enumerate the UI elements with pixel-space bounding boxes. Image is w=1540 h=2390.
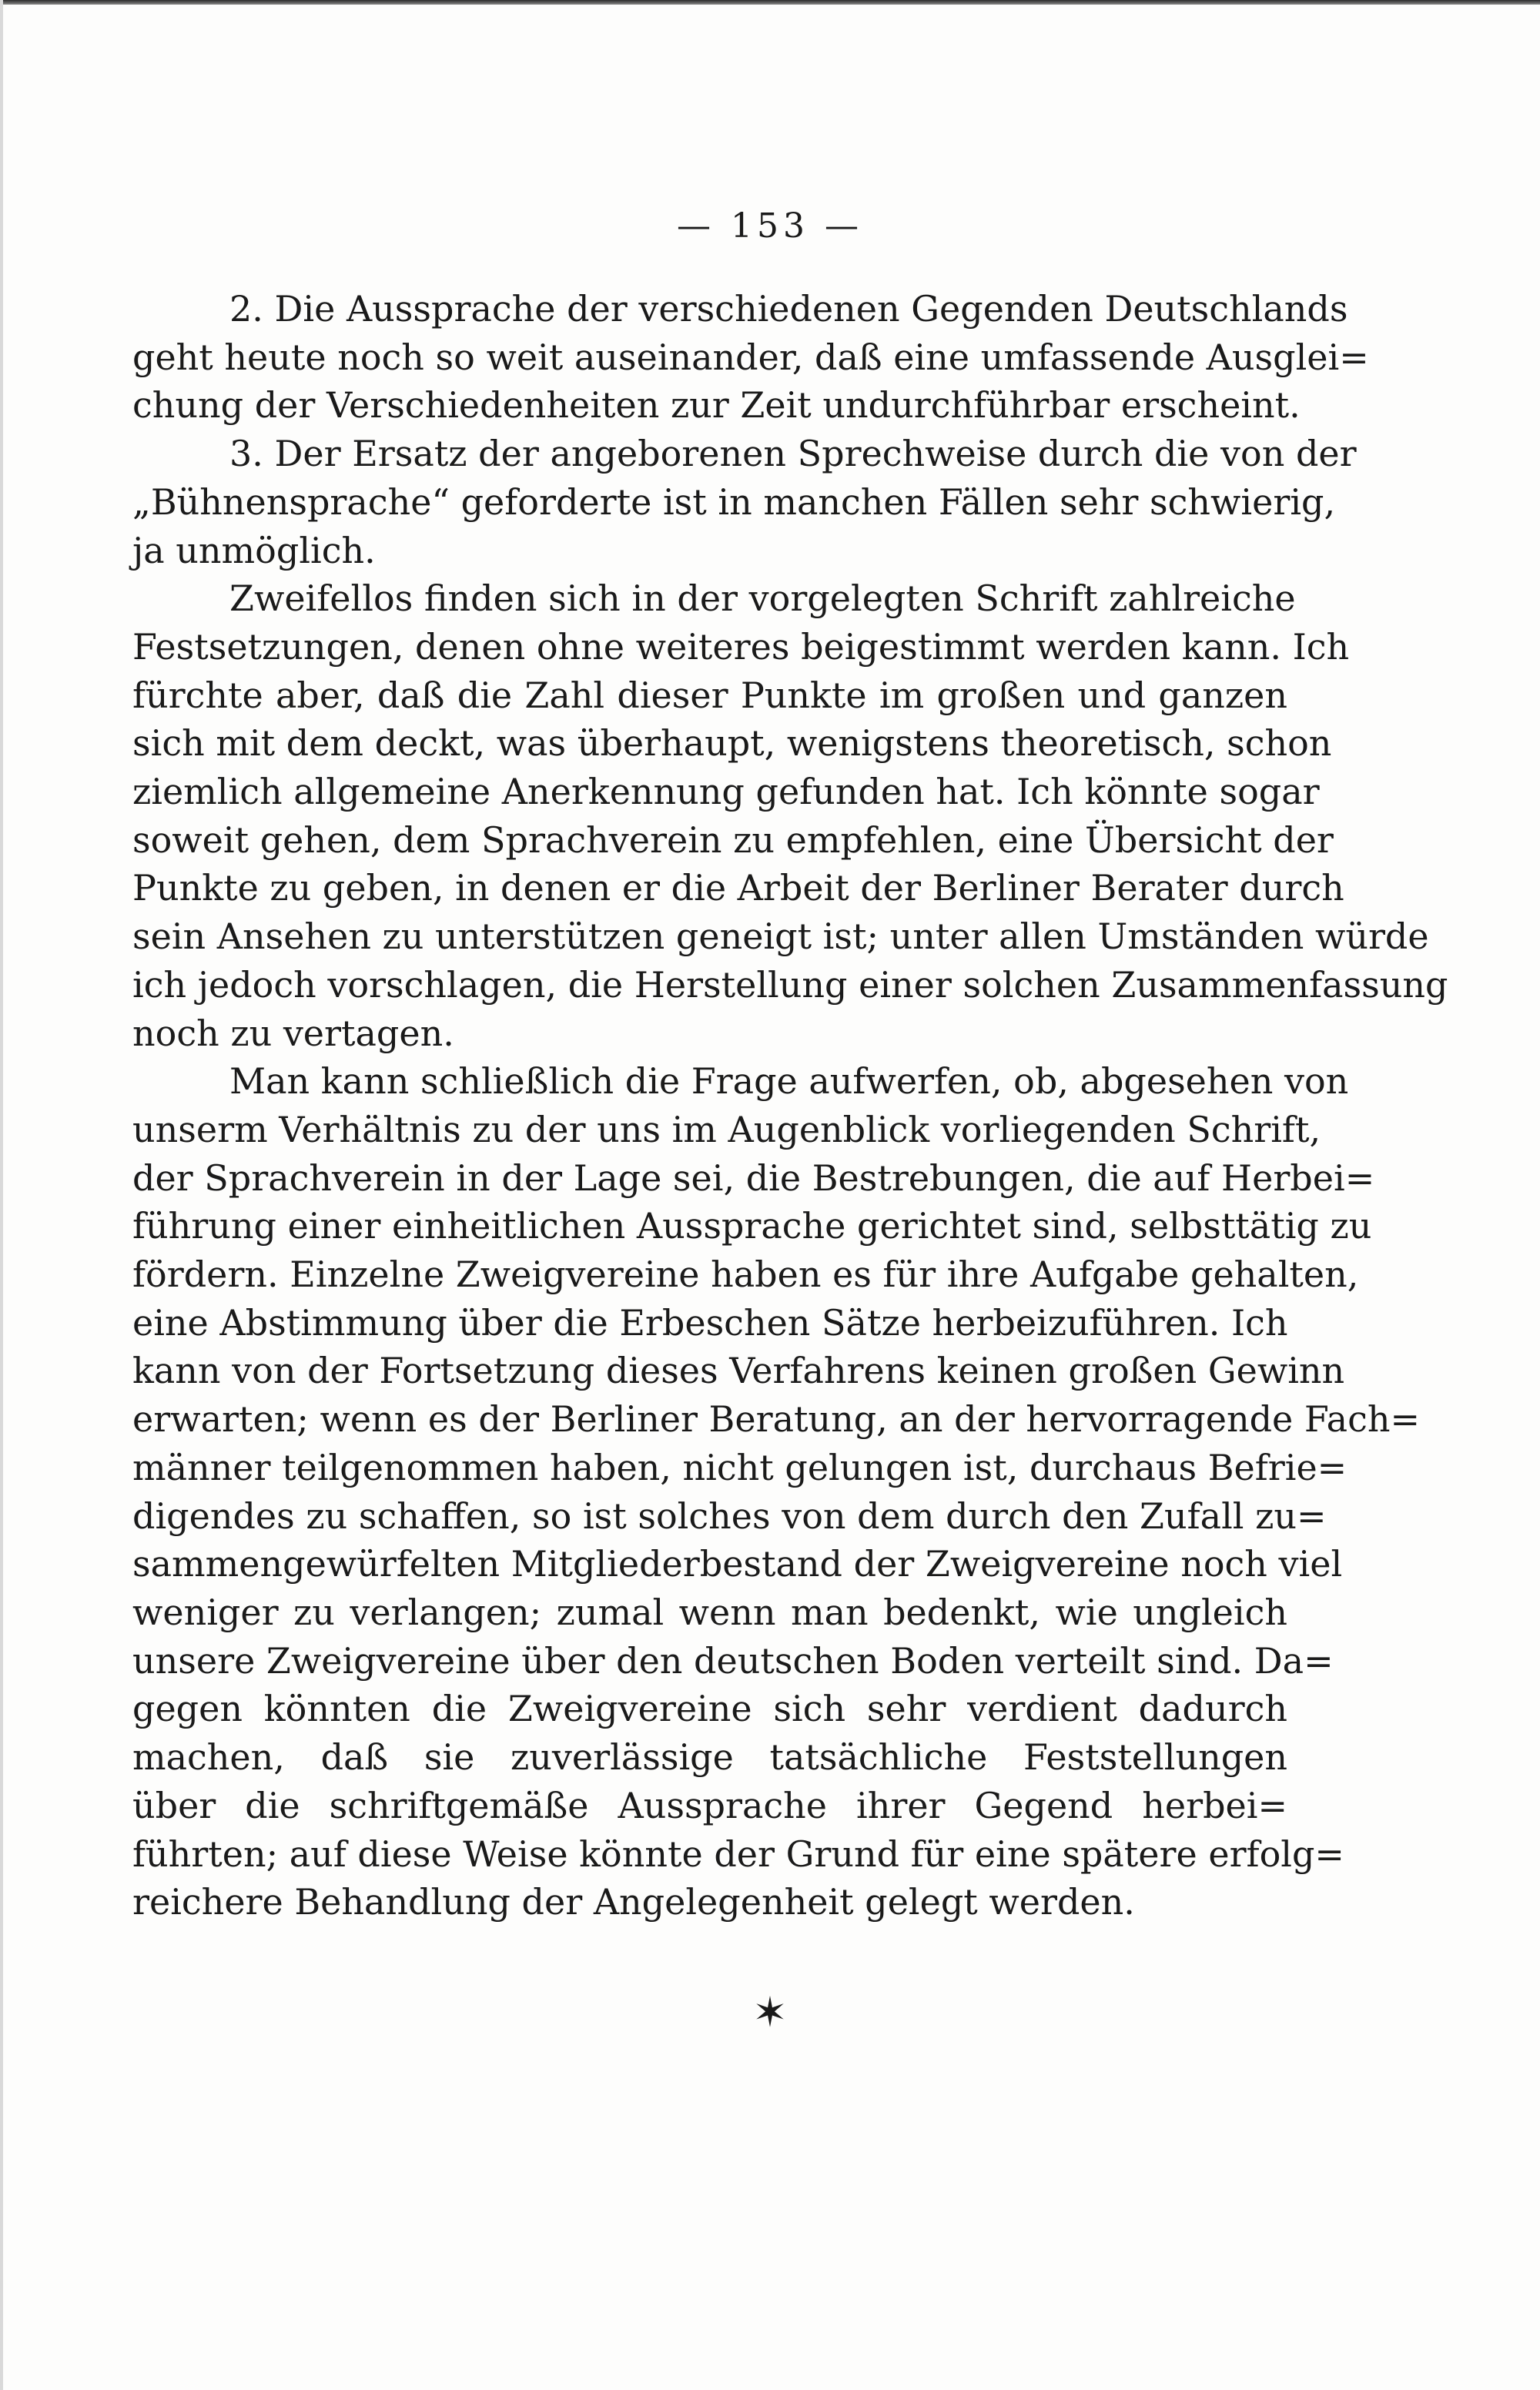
scan-top-edge xyxy=(0,0,1540,5)
text-line: Festsetzungen, denen ohne weiteres beigestimmt werden kann. Ich xyxy=(132,625,1350,668)
text-line: ja unmöglich. xyxy=(132,529,376,571)
text-line: führung einer einheitlichen Aussprache gerichtet sind, selbsttätig zu xyxy=(132,1205,1372,1247)
text-line: gegen könnten die Zweigvereine sich sehr verdient dadurch xyxy=(132,1688,1287,1730)
text-line: chung der Verschiedenheiten zur Zeit undurchführbar erscheint. xyxy=(132,384,1301,427)
text-line: reichere Behandlung der Angelegenheit gelegt werden. xyxy=(132,1881,1135,1923)
text-line: machen, daß sie zuverlässige tatsächliche Feststellungen xyxy=(132,1736,1287,1779)
text-line: über die schriftgemäße Aussprache ihrer Gegend herbei= xyxy=(132,1784,1287,1826)
page-number-header: — 153 — xyxy=(677,206,863,246)
text-line: männer teilgenommen haben, nicht gelungen ist, durchaus Befrie= xyxy=(132,1446,1348,1488)
end-ornament-star: ✶ xyxy=(752,1988,788,2037)
text-line: fördern. Einzelne Zweigvereine haben es für ihre Aufgabe gehalten, xyxy=(132,1254,1359,1296)
text-line: unserm Verhältnis zu der uns im Augenblick vorliegenden Schrift, xyxy=(132,1108,1321,1150)
text-line: kann von der Fortsetzung dieses Verfahrens keinen großen Gewinn xyxy=(132,1350,1345,1392)
text-line: noch zu vertagen. xyxy=(132,1012,454,1054)
text-line: 3. Der Ersatz der angeborenen Sprechweise durch die von der xyxy=(229,433,1357,475)
text-line: soweit gehen, dem Sprachverein zu empfehlen, eine Übersicht der xyxy=(132,818,1334,861)
text-line: 2. Die Aussprache der verschiedenen Gegenden Deutschlands xyxy=(229,288,1348,330)
text-line: sein Ansehen zu unterstützen geneigt ist; unter allen Umständen würde xyxy=(132,915,1429,958)
text-line: Man kann schließlich die Frage aufwerfen, ob, abgesehen von xyxy=(229,1060,1349,1103)
text-line: Zweifellos finden sich in der vorgelegten Schrift zahlreiche xyxy=(229,577,1296,620)
text-line: unsere Zweigvereine über den deutschen Boden verteilt sind. Da= xyxy=(132,1639,1334,1682)
text-line: sammengewürfelten Mitgliederbestand der Zweigvereine noch viel xyxy=(132,1543,1343,1585)
text-line: der Sprachverein in der Lage sei, die Bestrebungen, die auf Herbei= xyxy=(132,1157,1375,1199)
text-line: sich mit dem deckt, was überhaupt, wenigstens theoretisch, schon xyxy=(132,722,1332,765)
text-line: ich jedoch vorschlagen, die Herstellung einer solchen Zusammenfassung xyxy=(132,963,1448,1006)
text-line: digendes zu schaffen, so ist solches von dem durch den Zufall zu= xyxy=(132,1495,1327,1537)
text-line: Punkte zu geben, in denen er die Arbeit der Berliner Berater durch xyxy=(132,867,1344,909)
text-line: geht heute noch so weit auseinander, daß eine umfassende Ausglei= xyxy=(132,336,1369,378)
text-line: eine Abstimmung über die Erbeschen Sätze herbeizuführen. Ich xyxy=(132,1301,1288,1344)
text-line: ziemlich allgemeine Anerkennung gefunden hat. Ich könnte sogar xyxy=(132,771,1320,813)
text-line: erwarten; wenn es der Berliner Beratung, an der hervorragende Fach= xyxy=(132,1398,1421,1441)
text-line: fürchte aber, daß die Zahl dieser Punkte im großen und ganzen xyxy=(132,674,1287,716)
body-text xyxy=(132,285,1448,1926)
text-line: weniger zu verlangen; zumal wenn man bedenkt, wie ungleich xyxy=(132,1591,1287,1633)
text-line: führten; auf diese Weise könnte der Grund für eine spätere erfolg= xyxy=(132,1833,1344,1875)
text-line: „Bühnensprache“ geforderte ist in manchen Fällen sehr schwierig, xyxy=(132,480,1336,523)
